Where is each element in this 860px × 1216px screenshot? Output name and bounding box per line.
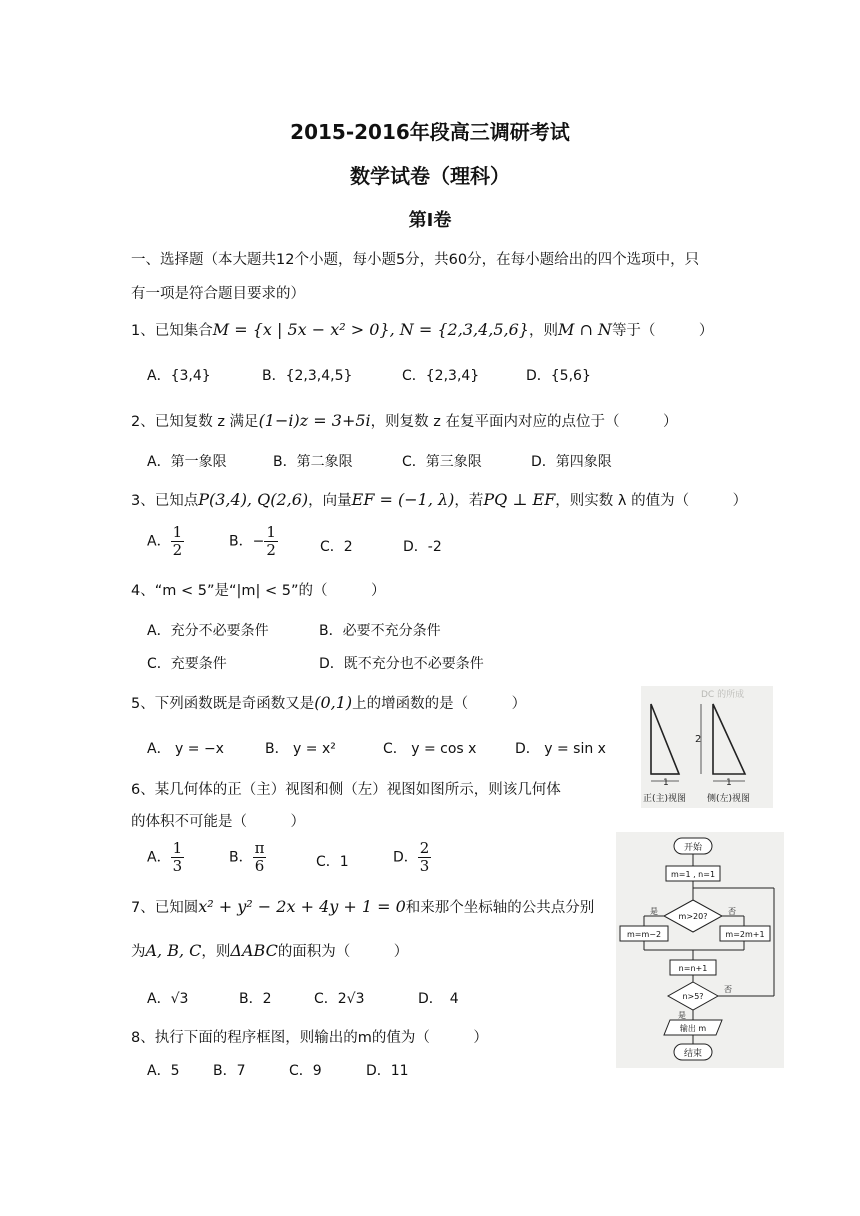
flowchart-svg [616, 832, 784, 1068]
q3-option-b [229, 524, 278, 559]
flow-incr-label: n=n+1 [678, 964, 708, 973]
q6-option-b-fraction [253, 840, 267, 875]
q5-pre: 5、下列函数既是奇函数又是 [131, 696, 315, 712]
front-width-label: 1 [663, 778, 669, 788]
q7-math: x² + y² − 2x + 4y + 1 = 0 [198, 897, 406, 916]
q7-post: 和来那个坐标轴的公共点分别 [405, 900, 595, 916]
q6-b-denominator: 6 [253, 857, 267, 875]
q5-post: 上的增函数的是（ ） [352, 696, 527, 712]
q3-math: P(3,4), Q(2,6) [198, 490, 309, 509]
q4-option-b: B．必要不充分条件 [319, 623, 441, 639]
q2-math: (1−i)z = 3+5i [258, 411, 371, 430]
q3-option-a-fraction [171, 524, 185, 559]
q3-option-d: D．-2 [403, 539, 442, 555]
q3-option-b-label: B．− [229, 533, 265, 550]
q3-math3: PQ ⊥ EF [483, 490, 556, 509]
flow-left-box-label: m=m−2 [626, 930, 662, 939]
q7-pre: 7、已知圆 [131, 900, 199, 916]
q5-option-b: B． y = x² [265, 741, 336, 757]
q3-mid: ，向量 [308, 493, 352, 509]
flow-start-label: 开始 [683, 843, 703, 853]
q3-option-c: C．2 [320, 539, 353, 555]
q8-option-b: B．7 [213, 1063, 246, 1079]
flow-cond1-label: m>20? [678, 912, 708, 921]
flow-output-label: 输出 m [679, 1024, 707, 1033]
q6-d-numerator: 2 [419, 839, 430, 857]
q8-option-a: A．5 [147, 1063, 180, 1079]
q7-option-b: B．2 [239, 991, 272, 1007]
flow-end-label: 结束 [683, 1049, 703, 1059]
q7-line2-post: 的面积为（ ） [277, 944, 409, 960]
q3-option-b-fraction [264, 524, 278, 559]
flow-no2-label: 否 [724, 985, 732, 994]
q6-a-numerator: 1 [172, 839, 183, 857]
three-view-svg [641, 686, 773, 808]
q1-math2: M ∩ N [557, 320, 612, 339]
q3-option-a-label: A． [147, 533, 171, 550]
question-2 [131, 410, 677, 431]
q6-a-denominator: 3 [172, 857, 183, 875]
q6-b-numerator: π [254, 839, 265, 857]
q4-option-c: C．充要条件 [147, 656, 227, 672]
exam-subtitle: 数学试卷（理科） [350, 164, 510, 188]
q3-a-numerator: 1 [172, 523, 183, 541]
q7-line2-mid: ，则 [201, 944, 231, 960]
question-8: 8、执行下面的程序框图，则输出的m的值为（ ） [131, 1030, 488, 1046]
q6-option-d [393, 840, 431, 875]
exam-title: 2015-2016年段高三调研考试 [290, 120, 570, 144]
q6-option-d-label: D． [393, 849, 418, 866]
section-instructions-line1: 一、选择题（本大题共12个小题，每小题5分，共60分，在每小题给出的四个选项中，只 [131, 252, 700, 268]
q3-b-denominator: 2 [266, 541, 276, 559]
q3-a-denominator: 2 [172, 541, 183, 559]
q2-option-d: D．第四象限 [531, 454, 612, 470]
front-view-triangle [651, 704, 679, 774]
q8-option-d: D．11 [366, 1063, 409, 1079]
q1-option-b: B．{2,3,4,5} [262, 368, 353, 384]
q6-option-b [229, 840, 266, 875]
q4-option-d: D．既不充分也不必要条件 [319, 656, 484, 672]
q2-option-b: B．第二象限 [273, 454, 353, 470]
height-label: 2 [695, 734, 702, 745]
q6-option-b-label: B． [229, 849, 253, 866]
flow-yes-label: 是 [650, 907, 658, 916]
question-7-line1 [131, 896, 594, 917]
q1-pre: 1、已知集合 [131, 323, 213, 339]
question-6-line2: 的体积不可能是（ ） [131, 814, 305, 830]
flow-yes2-label: 是 [678, 1011, 686, 1020]
q6-option-a-fraction [171, 840, 185, 875]
q3-mid2: ，若 [454, 493, 484, 509]
q3-b-numerator: 1 [266, 523, 276, 541]
q8-option-c: C．9 [289, 1063, 322, 1079]
question-1 [131, 319, 713, 340]
q7-line2-pre: 为 [131, 944, 146, 960]
q6-option-c: C．1 [316, 854, 349, 870]
side-view-caption: 侧(左)视图 [707, 794, 751, 804]
flow-right-box-label: m=2m+1 [725, 930, 765, 939]
q3-option-a [147, 524, 184, 559]
q6-option-a-label: A． [147, 849, 171, 866]
q5-math: (0,1) [314, 693, 353, 712]
q2-pre: 2、已知复数 z 满足 [131, 414, 259, 430]
q5-option-c: C． y = cos x [383, 741, 477, 757]
side-width-label: 1 [726, 778, 732, 788]
q5-option-a: A． y = −x [147, 741, 224, 757]
q1-post: 等于（ ） [611, 323, 714, 339]
q2-option-c: C．第三象限 [402, 454, 482, 470]
q3-math2: EF = (−1, λ) [351, 490, 455, 509]
q4-option-a: A．充分不必要条件 [147, 623, 269, 639]
q1-option-d: D．{5,6} [526, 368, 591, 384]
q3-post: ，则实数 λ 的值为（ ） [555, 493, 748, 509]
question-3 [131, 489, 747, 510]
q1-option-c: C．{2,3,4} [402, 368, 480, 384]
question-5 [131, 692, 526, 713]
q1-math: M = {x | 5x − x² > 0}, N = {2,3,4,5,6} [212, 320, 529, 339]
volume-title: 第Ⅰ卷 [408, 210, 452, 231]
section-instructions-line2: 有一项是符合题目要求的） [131, 286, 305, 302]
q1-mid: ，则 [528, 323, 558, 339]
q6-option-d-fraction [418, 840, 432, 875]
question-4: 4、“m < 5”是“|m| < 5”的（ ） [131, 583, 386, 599]
q7-option-c: C．2√3 [314, 991, 365, 1007]
q3-pre: 3、已知点 [131, 493, 199, 509]
q7-option-d: D． 4 [418, 991, 459, 1007]
q2-post: ，则复数 z 在复平面内对应的点位于（ ） [370, 414, 678, 430]
q5-option-d: D． y = sin x [515, 741, 606, 757]
q7-line2-math2: ΔABC [230, 941, 278, 960]
front-view-caption: 正(主)视图 [643, 794, 687, 804]
q6-d-denominator: 3 [419, 857, 430, 875]
flow-cond2-label: n>5? [682, 992, 704, 1001]
q6-option-a [147, 840, 184, 875]
flowchart-figure [616, 832, 784, 1068]
q2-option-a: A．第一象限 [147, 454, 227, 470]
question-7-line2 [131, 940, 408, 961]
question-6-line1: 6、某几何体的正（主）视图和侧（左）视图如图所示，则该几何体 [131, 782, 561, 798]
three-view-figure [641, 686, 773, 808]
flow-init-label: m=1 , n=1 [670, 870, 716, 879]
q1-option-a: A．{3,4} [147, 368, 211, 384]
flow-no-label: 否 [728, 907, 736, 916]
figure-bg-text: DC 的所成 [701, 690, 745, 700]
q7-option-a: A．√3 [147, 991, 189, 1007]
q7-line2-math: A, B, C [145, 941, 202, 960]
side-view-triangle [713, 704, 745, 774]
